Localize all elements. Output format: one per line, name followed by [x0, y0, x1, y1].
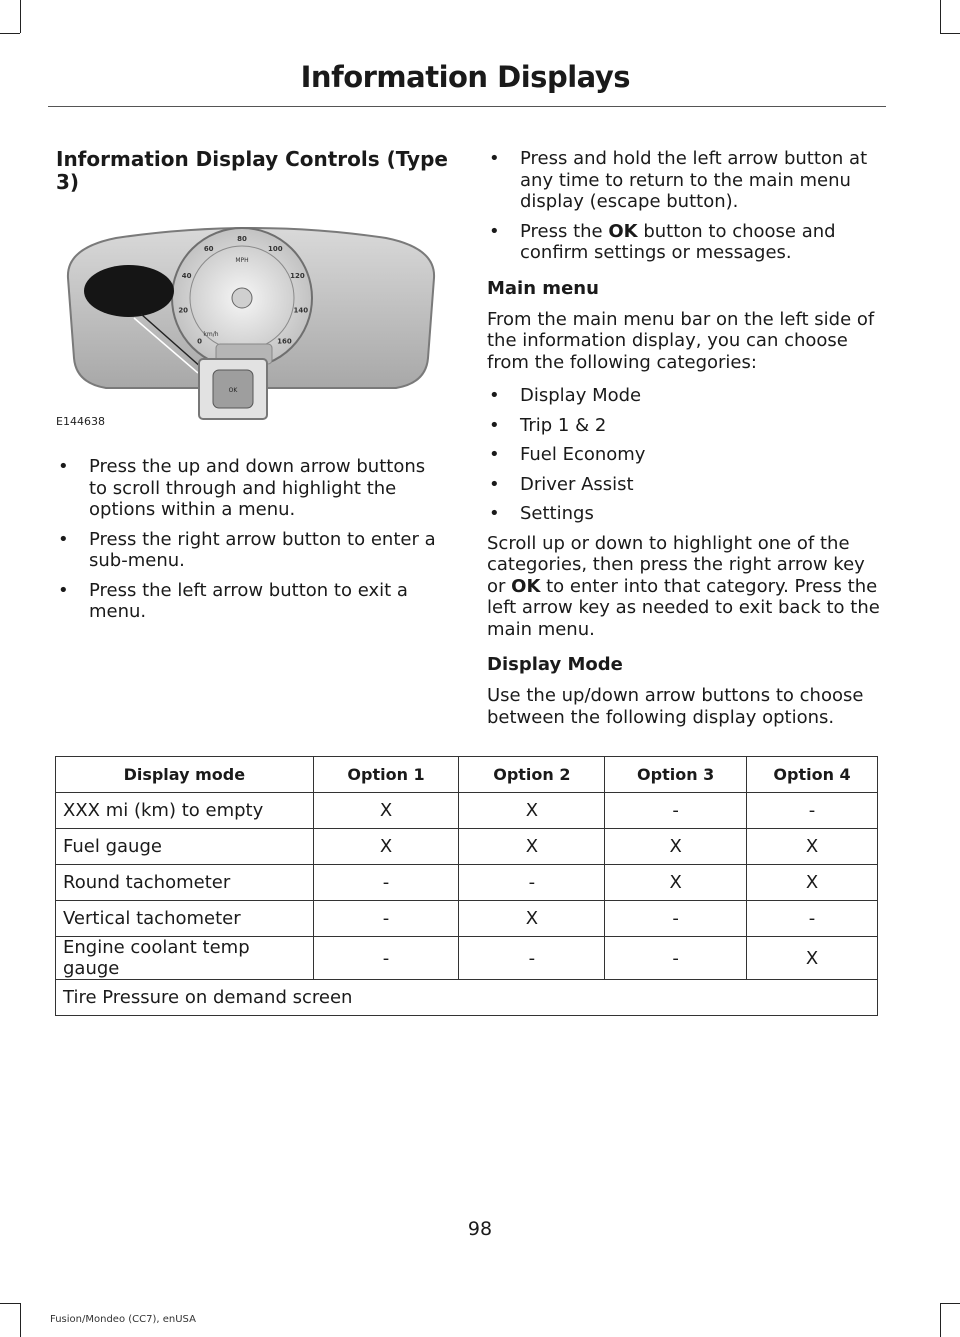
list-item: • Fuel Economy — [487, 444, 882, 466]
list-item: • Press the right arrow button to enter a sub-menu. — [56, 529, 448, 572]
list-item: • Press the OK button to choose and confirm settings or messages. — [487, 221, 882, 264]
table-cell: Fuel gauge — [56, 829, 314, 865]
table-row — [56, 865, 878, 901]
table-cell: X — [459, 793, 605, 829]
right-column — [487, 148, 882, 740]
table-row — [56, 829, 878, 865]
table-cell: - — [747, 793, 878, 829]
gauge-unit: MPH — [235, 257, 249, 264]
table-row — [56, 937, 878, 980]
instrument-cluster-figure — [56, 208, 448, 428]
table-cell: X — [313, 793, 459, 829]
instrument-cluster-illustration — [56, 208, 448, 428]
page-footer: Fusion/Mondeo (CC7), enUSA — [50, 1314, 196, 1325]
list-item: • Press and hold the left arrow button at any time to return to the main menu display (escape button). — [487, 148, 882, 213]
table-cell: - — [313, 937, 459, 980]
list-item: • Press the left arrow button to exit a menu. — [56, 580, 448, 623]
crop-mark — [20, 1303, 21, 1337]
table-cell: X — [605, 865, 747, 901]
crop-mark — [940, 1303, 941, 1337]
crop-mark — [940, 33, 960, 34]
crop-mark — [940, 0, 941, 33]
display-mode-table — [55, 756, 878, 1016]
crop-mark — [940, 1303, 960, 1304]
gauge-unit-km: km/h — [203, 331, 219, 338]
table-cell: Engine coolant temp gauge — [56, 937, 314, 980]
table-cell: Tire Pressure on demand screen — [56, 980, 878, 1016]
page-header: Information Displays — [300, 60, 630, 94]
table-cell: - — [459, 865, 605, 901]
table-cell: X — [459, 829, 605, 865]
table-cell: X — [313, 829, 459, 865]
list-item: • Trip 1 & 2 — [487, 415, 882, 437]
list-item: • Press the up and down arrow buttons to scroll through and highlight the options within a menu. — [56, 456, 448, 521]
ok-button-label: OK — [228, 387, 238, 394]
table-row — [56, 793, 878, 829]
table-cell: Vertical tachometer — [56, 901, 314, 937]
left-column — [56, 148, 448, 631]
information-display-highlight — [84, 265, 174, 317]
page-number: 98 — [467, 1218, 493, 1240]
table-cell: X — [605, 829, 747, 865]
gauge-tick-label: 60 — [203, 245, 214, 254]
header-rule — [48, 106, 886, 107]
list-item: • Display Mode — [487, 385, 882, 407]
main-menu-heading: Main menu — [487, 277, 599, 299]
display-mode-heading: Display Mode — [487, 654, 623, 675]
table-cell: X — [747, 829, 878, 865]
crop-mark — [0, 1303, 20, 1304]
table-header: Option 2 — [459, 757, 605, 793]
main-menu-instructions: Scroll up or down to highlight one of the categories, then press the right arrow key or OK to enter into that category. Press the left arrow key as needed to exit back to the main menu. — [487, 532, 880, 640]
table-header: Option 1 — [313, 757, 459, 793]
table-cell: XXX mi (km) to empty — [56, 793, 314, 829]
table-cell: Round tachometer — [56, 865, 314, 901]
table-cell: - — [313, 865, 459, 901]
crop-mark — [20, 0, 21, 33]
table-cell: - — [605, 937, 747, 980]
gauge-tick-label: 80 — [237, 235, 247, 243]
gauge-tick-label: 120 — [290, 272, 305, 280]
table-header: Option 3 — [605, 757, 747, 793]
gauge-tick-label: 140 — [293, 306, 309, 315]
table-cell: X — [459, 901, 605, 937]
main-menu-categories — [487, 385, 882, 525]
table-cell: - — [747, 901, 878, 937]
table-row — [56, 980, 878, 1016]
table-header: Option 4 — [747, 757, 878, 793]
main-menu-intro: From the main menu bar on the left side of the information display, you can choose from the following categories: — [487, 308, 875, 373]
list-item: • Driver Assist — [487, 474, 882, 496]
table-header: Display mode — [56, 757, 314, 793]
table-cell: - — [313, 901, 459, 937]
gauge-tick-label: 40 — [181, 272, 192, 280]
gauge-tick-label: 20 — [178, 306, 189, 315]
table-cell: - — [605, 793, 747, 829]
table-cell: - — [459, 937, 605, 980]
control-bullets-continued — [487, 148, 882, 264]
figure-code: E144638 — [56, 415, 105, 428]
gauge-tick-label: 160 — [277, 337, 292, 346]
crop-mark — [0, 33, 20, 34]
display-mode-intro: Use the up/down arrow buttons to choose between the following display options. — [487, 685, 864, 728]
gauge-tick-label: 100 — [267, 245, 283, 254]
table-cell: X — [747, 937, 878, 980]
table-row — [56, 901, 878, 937]
table-header-row — [56, 757, 878, 793]
table-cell: - — [605, 901, 747, 937]
gauge-tick-label: 0 — [197, 337, 203, 346]
section-title: Information Display Controls (Type 3) — [56, 147, 448, 194]
list-item: • Settings — [487, 503, 882, 525]
table-cell: X — [747, 865, 878, 901]
control-bullets — [56, 456, 448, 623]
